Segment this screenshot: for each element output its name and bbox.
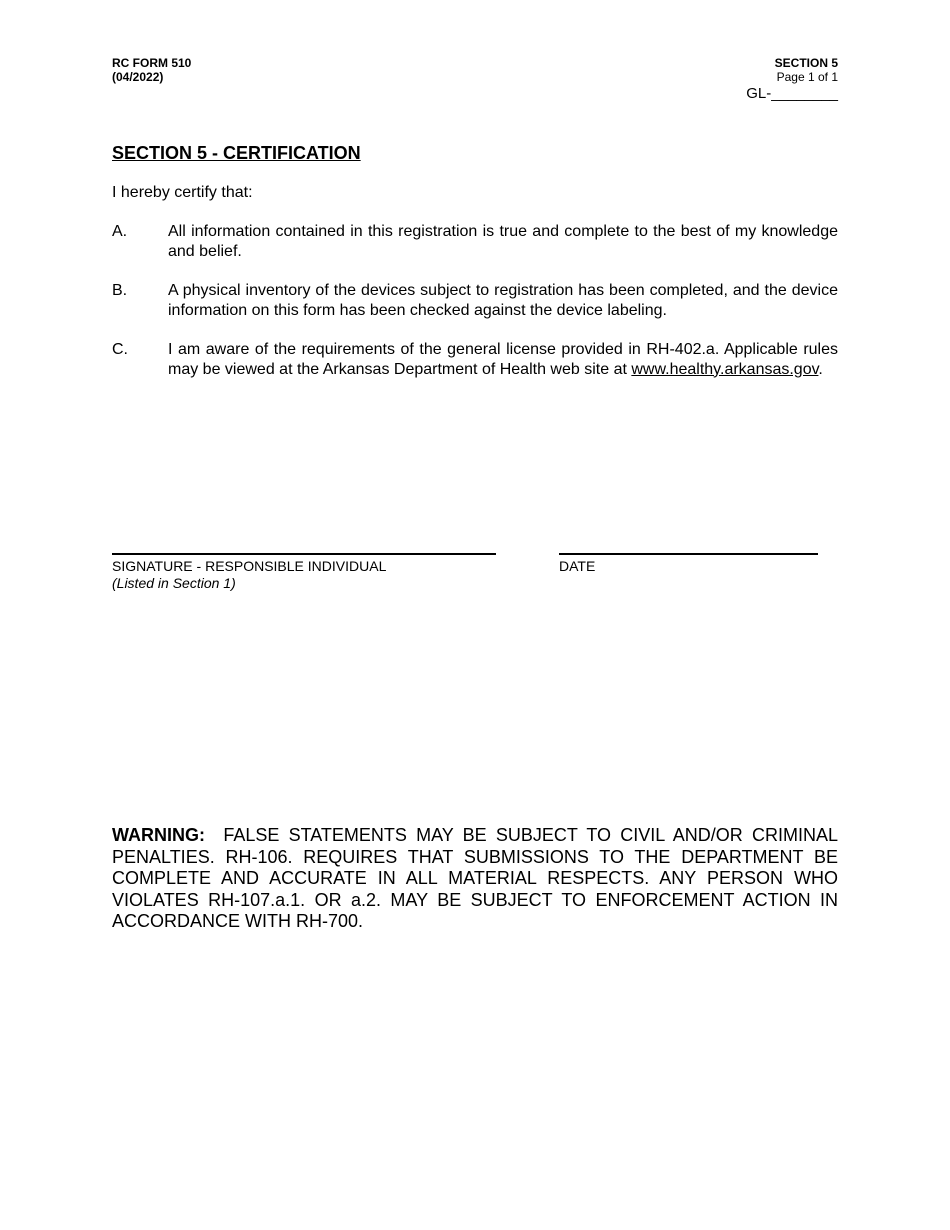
page-number: Page 1 of 1 — [776, 70, 838, 84]
item-letter: C. — [112, 341, 128, 358]
signature-line[interactable] — [112, 553, 496, 555]
warning-text: FALSE STATEMENTS MAY BE SUBJECT TO CIVIL AND/OR CRIMINAL PENALTIES. RH-106. REQUIRES THAT SUBMISSIONS TO THE DEPARTMENT BE COMPLETE AND ACCURATE IN ALL MATERIAL RESPECTS. ANY PERSON WHO VIOLATES RH-107.a.1. OR a.2. MAY BE SUBJECT TO ENFORCEMENT ACTION IN ACCORDANCE WITH RH-700. — [112, 825, 838, 931]
form-id-block — [112, 56, 191, 84]
item-suffix: . — [818, 360, 823, 378]
date-block — [559, 553, 818, 575]
health-website-link[interactable]: www.healthy.arkansas.gov — [631, 360, 819, 378]
certification-item-a — [112, 222, 838, 261]
certification-item-b — [112, 281, 838, 320]
form-date: (04/2022) — [112, 70, 164, 84]
item-text: All information contained in this registration is true and complete to the best of my knowledge and belief. — [168, 223, 838, 260]
gl-number-field[interactable]: GL-________ — [746, 85, 838, 102]
item-letter: A. — [112, 223, 128, 240]
date-line[interactable] — [559, 553, 818, 555]
date-label: DATE — [559, 558, 596, 574]
warning-label: WARNING: — [112, 825, 205, 845]
item-letter: B. — [112, 282, 128, 299]
certify-intro: I hereby certify that: — [112, 184, 253, 201]
item-text: I am aware of the requirements of the general license provided in RH-402.a. Applicable rules may be viewed at the Arkansas Department of Health web site at — [168, 341, 838, 378]
signature-block — [112, 553, 496, 592]
section-label: SECTION 5 — [774, 56, 838, 70]
item-text-container — [168, 340, 838, 379]
page-title: SECTION 5 - CERTIFICATION — [112, 143, 361, 163]
warning-notice — [112, 825, 838, 933]
signature-note: (Listed in Section 1) — [112, 575, 236, 591]
certification-item-c — [112, 340, 838, 379]
item-text: A physical inventory of the devices subject to registration has been completed, and the device information on this form has been checked against the device labeling. — [168, 282, 838, 319]
signature-label: SIGNATURE - RESPONSIBLE INDIVIDUAL — [112, 558, 387, 574]
certification-list — [112, 222, 838, 399]
section-info-block — [746, 56, 838, 103]
form-number: RC FORM 510 — [112, 56, 192, 70]
